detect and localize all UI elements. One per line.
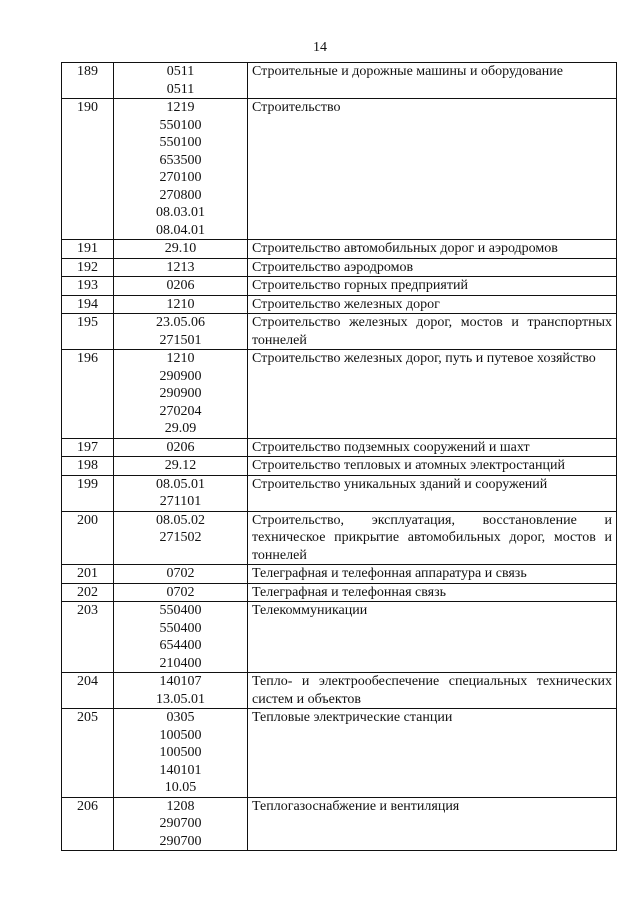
row-number: 200 [62, 511, 114, 565]
specialty-name: Строительство горных предприятий [248, 277, 617, 296]
specialty-code: 550100 [159, 117, 202, 133]
specialty-code: 271101 [159, 494, 202, 509]
specialty-code: 0511 [166, 64, 195, 79]
table-row [62, 511, 617, 565]
specialty-code: 290900 [159, 368, 202, 384]
row-codes [114, 565, 248, 584]
row-number: 197 [62, 438, 114, 457]
specialty-code: 270204 [159, 403, 202, 419]
specialty-name: Строительство [248, 99, 617, 240]
row-number: 201 [62, 565, 114, 584]
table-row [62, 295, 617, 314]
page-number: 14 [313, 40, 327, 55]
specialty-code: 270800 [159, 187, 202, 203]
specialty-code: 10.05 [164, 780, 197, 795]
specialty-code: 29.10 [164, 241, 197, 256]
specialty-code: 270100 [159, 170, 202, 185]
specialty-code: 1219 [166, 100, 195, 115]
row-number: 206 [62, 797, 114, 851]
row-codes [114, 277, 248, 296]
table-row [62, 673, 617, 709]
specialty-code: 13.05.01 [156, 691, 205, 707]
row-number: 189 [62, 63, 114, 99]
specialty-code: 271501 [159, 332, 202, 348]
specialty-code: 23.05.06 [156, 315, 205, 330]
row-number: 199 [62, 475, 114, 511]
specialty-name: Строительство тепловых и атомных электростанций [248, 457, 617, 476]
table-row [62, 438, 617, 457]
table-row [62, 63, 617, 99]
specialty-name: Тепло- и электрообеспечение специальных технических систем и объектов [248, 673, 617, 709]
row-codes [114, 258, 248, 277]
specialty-code: 140101 [159, 762, 202, 778]
row-codes [114, 63, 248, 99]
table-body [62, 63, 617, 851]
specialty-code: 653500 [159, 152, 202, 168]
specialty-name: Тепловые электрические станции [248, 709, 617, 798]
specialty-name: Строительство уникальных зданий и сооружений [248, 475, 617, 511]
specialty-name: Строительные и дорожные машины и оборудование [248, 63, 617, 99]
specialty-code: 140107 [159, 674, 202, 689]
specialty-code: 29.12 [164, 458, 197, 473]
specialty-code: 100500 [159, 745, 202, 760]
row-codes [114, 295, 248, 314]
specialty-name: Строительство автомобильных дорог и аэродромов [248, 240, 617, 259]
table-row [62, 99, 617, 240]
table-row [62, 475, 617, 511]
specialty-code: 290700 [159, 833, 202, 849]
row-codes [114, 797, 248, 851]
row-number: 203 [62, 602, 114, 673]
specialty-name: Строительство аэродромов [248, 258, 617, 277]
row-number: 195 [62, 314, 114, 350]
row-codes [114, 602, 248, 673]
specialty-code: 1213 [166, 259, 195, 275]
specialty-name: Телекоммуникации [248, 602, 617, 673]
specialty-name: Телеграфная и телефонная аппаратура и связь [248, 565, 617, 584]
row-number: 194 [62, 295, 114, 314]
table-row [62, 240, 617, 259]
table-row [62, 314, 617, 350]
specialty-code: 08.05.01 [156, 476, 205, 492]
specialty-code: 1210 [166, 296, 195, 312]
specialty-code: 210400 [159, 655, 202, 671]
row-number: 192 [62, 258, 114, 277]
specialty-name: Строительство, эксплуатация, восстановление и техническое прикрытие автомобильных дорог, мостов и тоннелей [248, 511, 617, 565]
row-codes [114, 99, 248, 240]
specialty-code: 0305 [166, 710, 195, 725]
specialties-table [61, 62, 617, 851]
specialty-name: Теплогазоснабжение и вентиляция [248, 797, 617, 851]
row-codes [114, 583, 248, 602]
specialty-code: 08.05.02 [156, 512, 205, 528]
table-row [62, 258, 617, 277]
row-codes [114, 673, 248, 709]
specialty-name: Телеграфная и телефонная связь [248, 583, 617, 602]
row-number: 190 [62, 99, 114, 240]
specialty-code: 08.03.01 [156, 205, 205, 220]
specialty-code: 290900 [159, 386, 202, 401]
row-number: 196 [62, 350, 114, 439]
table-row [62, 602, 617, 673]
table-row [62, 350, 617, 439]
row-number: 198 [62, 457, 114, 476]
row-number: 202 [62, 583, 114, 602]
row-codes [114, 314, 248, 350]
table-row [62, 277, 617, 296]
table-row [62, 583, 617, 602]
specialty-code: 271502 [159, 530, 202, 545]
row-codes [114, 511, 248, 565]
specialty-code: 550400 [159, 603, 202, 618]
specialty-code: 550100 [159, 135, 202, 150]
specialty-code: 0702 [166, 566, 195, 581]
specialty-code: 0206 [166, 439, 195, 455]
specialty-name: Строительство железных дорог, мостов и транспортных тоннелей [248, 314, 617, 350]
specialty-name: Строительство железных дорог, путь и путевое хозяйство [248, 350, 617, 439]
specialty-code: 29.09 [164, 421, 197, 436]
table-row [62, 565, 617, 584]
specialty-code: 1210 [166, 351, 195, 366]
row-codes [114, 457, 248, 476]
specialty-code: 0511 [166, 81, 195, 97]
row-number: 191 [62, 240, 114, 259]
row-codes [114, 475, 248, 511]
specialty-name: Строительство железных дорог [248, 295, 617, 314]
specialty-code: 1208 [166, 798, 195, 814]
row-codes [114, 709, 248, 798]
specialty-code: 290700 [159, 816, 202, 831]
table-row [62, 709, 617, 798]
table-row [62, 797, 617, 851]
row-codes [114, 438, 248, 457]
specialty-code: 550400 [159, 620, 202, 636]
row-codes [114, 240, 248, 259]
specialty-code: 08.04.01 [156, 222, 205, 238]
table-row [62, 457, 617, 476]
specialty-code: 100500 [159, 727, 202, 743]
row-number: 204 [62, 673, 114, 709]
specialty-code: 0702 [166, 584, 195, 600]
specialty-code: 0206 [166, 278, 195, 293]
row-number: 205 [62, 709, 114, 798]
row-number: 193 [62, 277, 114, 296]
row-codes [114, 350, 248, 439]
specialty-code: 654400 [159, 638, 202, 653]
specialty-name: Строительство подземных сооружений и шахт [248, 438, 617, 457]
